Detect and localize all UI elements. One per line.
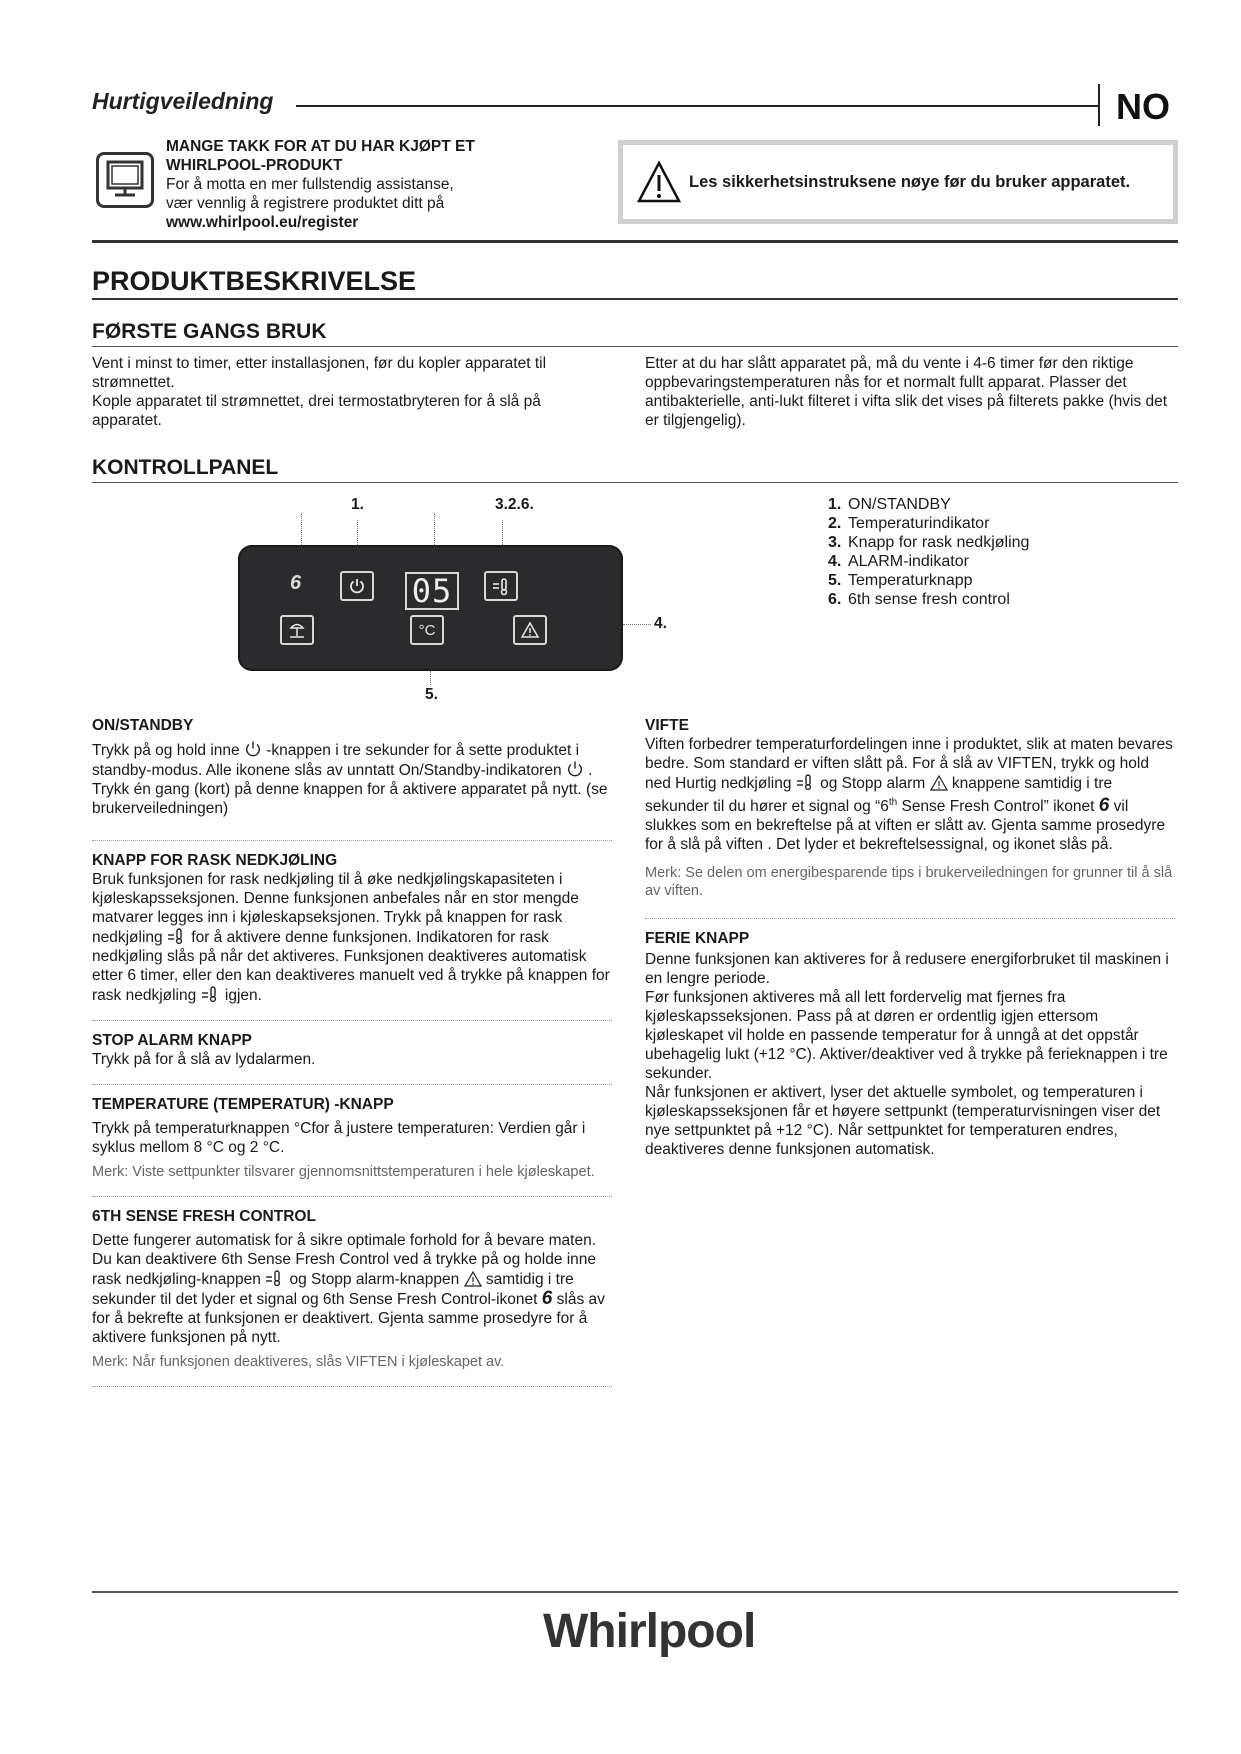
legend-item: 1. ON/STANDBY: [828, 496, 951, 513]
first-use-left: [92, 354, 612, 430]
fan-title: VIFTE: [645, 717, 689, 734]
power-icon: [244, 740, 262, 758]
fan-note: Merk: Se delen om energibesparende tips i brukerveiledningen for grunner til å slå av viften.: [645, 865, 1173, 900]
header-bottom-rule: [92, 240, 1178, 243]
alarm-icon: [464, 1271, 482, 1287]
holiday-text: [645, 950, 1175, 1159]
fast-cool-icon: [167, 927, 187, 945]
sixth-sense-icon: 6: [1098, 795, 1110, 817]
warning-icon: [637, 160, 681, 204]
register-info: [166, 137, 506, 232]
safety-notice: [618, 140, 1178, 224]
legend-item: 5. Temperaturknapp: [828, 572, 973, 589]
divider: [92, 1386, 612, 1387]
celsius-icon: °C: [293, 1120, 312, 1137]
temperature-button-title: TEMPERATURE (TEMPERATUR) -KNAPP: [92, 1096, 394, 1113]
language-code: NO: [1116, 86, 1170, 127]
sixth-sense-icon: 6: [541, 1288, 553, 1309]
first-use-left-p1: Vent i minst to timer, etter installasjonen, før du kopler apparatet til strømnettet.: [92, 355, 547, 391]
fast-cool-icon: [201, 985, 221, 1003]
holiday-p2: Før funksjonen aktiveres må all lett fordervelig mat fjernes fra kjøleskapsseksjonen. Pass på at døren er ordentlig igjen ettersom kjøleskapet vil holde en passende temperatur for å unngå at det oppstår ubehagelig lukt (+12 °C). Aktiver/deaktiver ved å trykke på ferieknappen i tre sekunder.: [645, 989, 1168, 1083]
fast-cool-icon: [484, 571, 518, 601]
stop-alarm-title: STOP ALARM KNAPP: [92, 1032, 252, 1049]
legend-item: 6. 6th sense fresh control: [828, 591, 1010, 608]
guide-title: Hurtigveiledning: [92, 88, 274, 114]
legend-item: 2. Temperaturindikator: [828, 515, 990, 532]
holiday-p1: Denne funksjonen kan aktiveres for å redusere energiforbruket til maskinen i en lengre periode.: [645, 951, 1169, 988]
thanks-text-line1: For å motta en mer fullstendig assistanse,: [166, 176, 454, 193]
control-panel-image: [238, 545, 623, 671]
header-rule: [296, 105, 1100, 107]
temperature-display: 05: [405, 572, 459, 610]
safety-text: Les sikkerhetsinstruksene nøye før du bruker apparatet.: [689, 172, 1131, 191]
callout-5: 5.: [425, 686, 438, 703]
first-use-right-p1: Etter at du har slått apparatet på, må du vente i 4-6 timer før den riktige oppbevaringstemperaturen nås for et normalt fullt apparat. Plasser det antibakterielle, anti-lukt filteret i vifta slik det vises på filterets pakke (hvis det er tilgjengelig).: [645, 355, 1168, 429]
power-icon: [340, 571, 374, 601]
legend-item: 3. Knapp for rask nedkjøling: [828, 534, 1030, 551]
callout-4: 4.: [654, 615, 667, 632]
fast-cool-text: Bruk funksjonen for rask nedkjøling til å øke nedkjølingskapasiteten i kjøleskapsseksjonen. Denne funksjonen anbefales når en stor mengde matvarer legges inn i kjøleskapseksjonen. Trykk på knappen for rask nedkjøling for å aktivere denne funksjonen. Indikatoren for rask nedkjøling slås på når det aktiveres. Funksjonen deaktiveres automatisk etter 6 timer, eller den kan deaktiveres manuelt ved å trykke på knappen for rask nedkjøling igjen.: [92, 871, 610, 1004]
section-title: PRODUKTBESKRIVELSE: [92, 266, 417, 296]
control-legend: [828, 495, 1029, 609]
callout-1: 1.: [351, 496, 364, 513]
section-rule: [92, 298, 1178, 300]
right-column: [645, 716, 1175, 1159]
leader-line: [357, 520, 358, 547]
control-panel-title: KONTROLLPANEL: [92, 456, 279, 479]
left-column: [92, 716, 612, 1387]
standby-title: ON/STANDBY: [92, 717, 194, 734]
footer-rule: [92, 1591, 1178, 1593]
leader-line: [434, 513, 435, 547]
brand-logo: Whirlpool: [543, 1605, 756, 1658]
alarm-icon: [930, 775, 948, 791]
leader-line: [430, 671, 431, 685]
leader-line: [623, 624, 651, 625]
temperature-button-text: Trykk på temperaturknappen °Cfor å justere temperaturen: Verdien går i syklus mellom 8 °C og 2 °C.: [92, 1120, 586, 1156]
thanks-title-line2: WHIRLPOOL-PRODUKT: [166, 157, 343, 174]
leader-line: [301, 513, 302, 547]
callout-3-2-6: 3.2.6.: [495, 496, 534, 513]
stop-alarm-text: Trykk på for å slå av lydalarmen.: [92, 1051, 316, 1068]
first-use-rule: [92, 346, 1178, 347]
sixth-sense-text: Dette fungerer automatisk for å sikre optimale forhold for å bevare maten. Du kan deaktivere 6th Sense Fresh Control ved å trykke på og holde inne rask nedkjøling-knappen og Stopp alarm-knappen samtidig i tre sekunder til det lyder et signal og 6th Sense Fresh Control-ikonet 6 slås av for å bekrefte at funksjonen er deaktivert. Gjenta samme prosedyre for å aktivere funksjonen på nytt.: [92, 1232, 605, 1346]
divider: [92, 840, 612, 841]
thanks-text-line2: vær vennlig å registrere produktet ditt på: [166, 195, 445, 212]
sixth-sense-note: Merk: Når funksjonen deaktiveres, slås VIFTEN i kjøleskapet av.: [92, 1354, 505, 1370]
divider: [92, 1084, 612, 1085]
fast-cool-icon: [265, 1269, 285, 1287]
temperature-icon: °C: [410, 615, 444, 645]
holiday-icon: [280, 615, 314, 645]
temperature-note: Merk: Viste settpunkter tilsvarer gjennomsnittstemperaturen i hele kjøleskapet.: [92, 1164, 595, 1180]
divider: [645, 918, 1175, 919]
sixth-sense-title: 6TH SENSE FRESH CONTROL: [92, 1208, 316, 1225]
first-use-right: [645, 354, 1175, 430]
register-link[interactable]: www.whirlpool.eu/register: [166, 214, 359, 231]
fan-text: Viften forbedrer temperaturfordelingen inne i produktet, slik at maten bevares bedre. Som standard er viften slått på. For å slå av VIFTEN, trykk og hold ned Hurtig nedkjøling og Stopp alarm knappene samtidig i tre sekunder til du hører et signal og “6th Sense Fresh Control” ikonet 6 vil slukkes som en bekreftelse på at viften er slått av. Gjenta samme prosedyre for å slå på viften . Det lyder et bekreftelsessignal, og ikonet slås på.: [645, 736, 1173, 854]
monitor-icon: [96, 152, 154, 208]
legend-item: 4. ALARM-indikator: [828, 553, 969, 570]
divider: [92, 1196, 612, 1197]
fast-cool-icon: [796, 773, 816, 791]
first-use-left-p2: Kople apparatet til strømnettet, drei termostatbryteren for å slå på apparatet.: [92, 393, 541, 429]
holiday-title: FERIE KNAPP: [645, 930, 750, 948]
first-use-title: FØRSTE GANGS BRUK: [92, 320, 327, 343]
thanks-title-line1: MANGE TAKK FOR AT DU HAR KJØPT ET: [166, 138, 475, 155]
sixth-sense-icon: 6: [290, 572, 302, 594]
standby-text: Trykk på og hold inne -knappen i tre sekunder for å sette produktet i standby-modus. Alle ikonene slås av unntatt On/Standby-indikatoren . Trykk én gang (kort) på denne knappen for å aktivere apparatet på nytt. (se brukerveiledningen): [92, 742, 608, 817]
divider: [92, 1020, 612, 1021]
control-panel-rule: [92, 482, 1178, 483]
header-divider: [1098, 84, 1100, 126]
leader-line: [502, 520, 503, 547]
power-icon: [566, 760, 584, 778]
holiday-p3: Når funksjonen er aktivert, lyser det aktuelle symbolet, og temperaturen i kjøleskapsseksjonen får et høyere settpunkt (temperaturvisningen viser det nye settpunktet på +12 °C). Når settpunktet for temperaturen endres, deaktiveres denne funksjonen automatisk.: [645, 1084, 1161, 1159]
alarm-icon: [513, 615, 547, 645]
fast-cool-title: KNAPP FOR RASK NEDKJØLING: [92, 852, 338, 869]
